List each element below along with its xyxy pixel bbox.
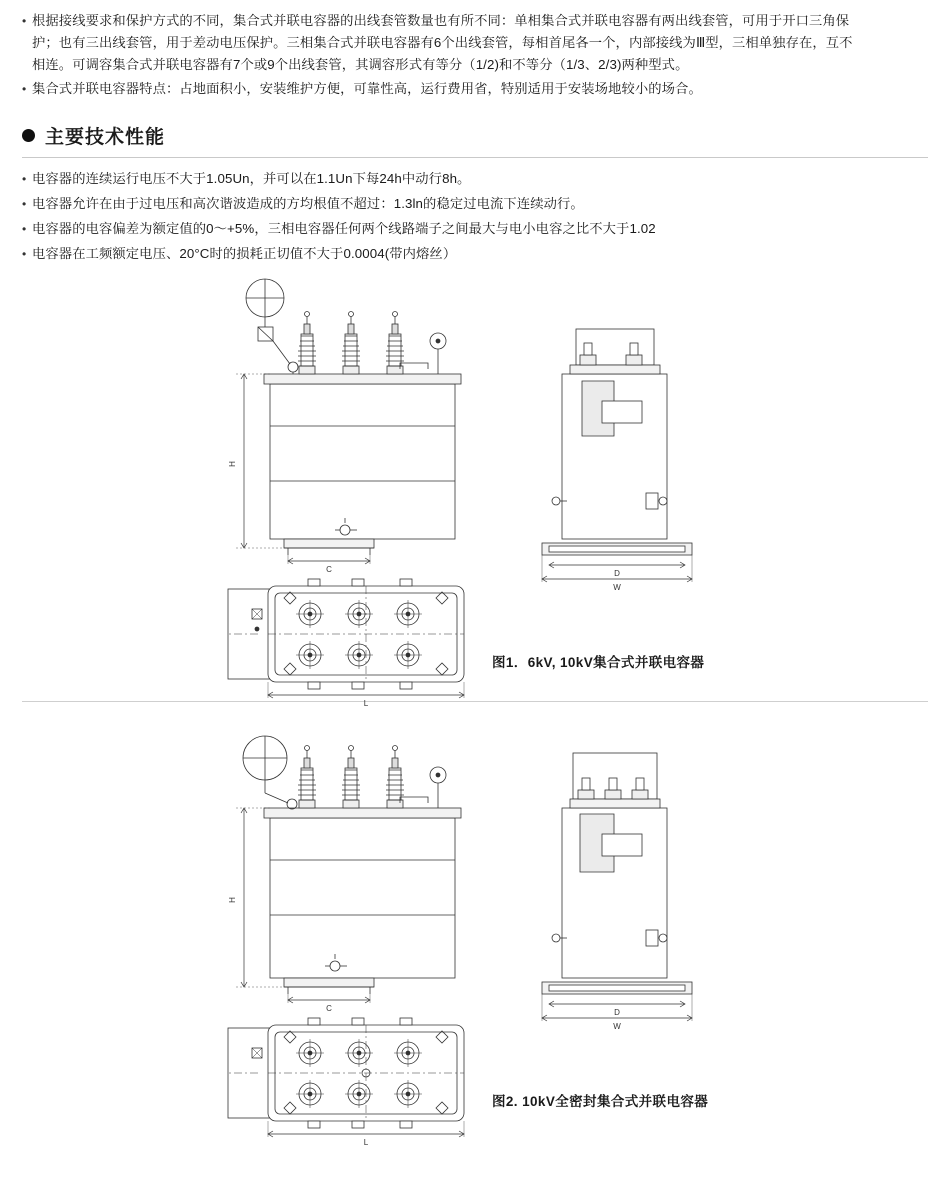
intro-bullets xyxy=(22,0,928,100)
page-title: 主要技术性能 xyxy=(45,127,166,148)
spec-item-1: 电容器的连续运行电压不大于1.05Un，并可以在1.1Un下每24h中动行8h。 xyxy=(32,171,471,186)
spec-item-2: 电容器允许在由于过电压和高次谐波造成的方均根值不超过：1.3ln的稳定过电流下连续动行。 xyxy=(32,196,584,211)
figure-1 xyxy=(22,271,928,708)
spec-item-4: 电容器在工频额定电压、20°C时的损耗正切值不大于0.0004(带内熔丝） xyxy=(32,246,457,261)
spec-list xyxy=(22,168,928,265)
bullet-dot-icon: • xyxy=(22,14,27,28)
list-item xyxy=(22,243,928,265)
list-item xyxy=(22,218,928,240)
list-item xyxy=(22,10,928,76)
figure-2 xyxy=(22,708,928,1147)
figure2-label-W: W xyxy=(613,1022,621,1031)
bullet-dot-icon: • xyxy=(22,247,27,261)
figure1-label-W: W xyxy=(613,583,621,592)
bullet-dot-icon: • xyxy=(22,197,27,211)
figure1-label-L: L xyxy=(363,699,369,708)
figure2-label-C: C xyxy=(326,1004,332,1013)
figure2-label-D: D xyxy=(614,1008,620,1017)
figure1-label-H: H xyxy=(228,461,237,467)
intro-bullet-2: 集合式并联电容器特点：占地面积小，安装维护方便，可靠性高，运行费用省，特别适用于安装场地较小的场合。 xyxy=(32,81,702,96)
section-heading xyxy=(22,122,928,149)
list-item xyxy=(22,168,928,190)
list-item xyxy=(22,78,928,100)
divider xyxy=(22,157,928,158)
figure-1-caption: 图1．6kV, 10kV集合式并联电容器 xyxy=(492,655,705,670)
figure2-label-L: L xyxy=(363,1138,369,1147)
section-bullet-icon xyxy=(22,129,35,142)
spec-item-3: 电容器的电容偏差为额定值的0～+5%，三相电容器任何两个线路端子之间最大与电小电容之比不大于1.02 xyxy=(32,221,656,236)
bullet-dot-icon: • xyxy=(22,82,27,96)
bullet-dot-icon: • xyxy=(22,222,27,236)
figure-2-caption: 图2. 10kV全密封集合式并联电容器 xyxy=(492,1094,709,1109)
divider xyxy=(22,701,928,702)
list-item xyxy=(22,193,928,215)
figure1-label-D: D xyxy=(614,569,620,578)
figure2-label-H: H xyxy=(228,897,237,903)
bullet-dot-icon: • xyxy=(22,172,27,186)
intro-bullet-1: 根据接线要求和保护方式的不同，集合式并联电容器的出线套管数量也有所不同：单相集合式并联电容器有两出线套管，可用于开口三角保 护；也有三出线套管，用于差动电压保护。三相集合式并联电容器有6个出线套管，每相首尾各一个，内部接线为Ⅲ型，三相单独存在，互不 相连。可调容集合式并联电容器有7个或9个出线套管，其调容形式有等分（1/2)和不等分（1/3、2/3)两种型式。 xyxy=(32,13,853,72)
figure1-label-C: C xyxy=(326,565,332,574)
